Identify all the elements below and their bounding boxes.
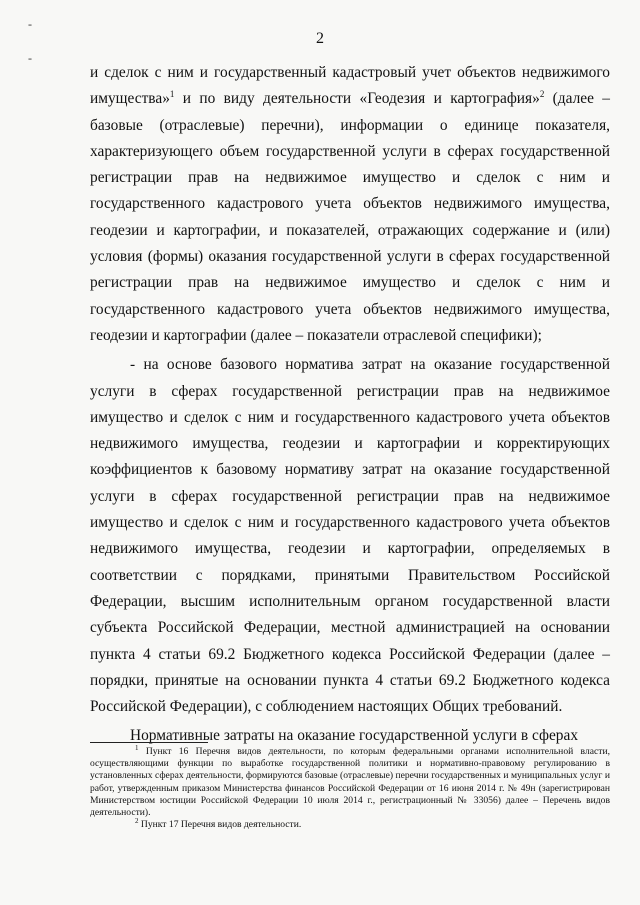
margin-mark: - bbox=[28, 17, 32, 31]
footnote-text: Пункт 17 Перечня видов деятельности. bbox=[140, 819, 302, 831]
page-number: 2 bbox=[316, 30, 324, 47]
footnote-2 bbox=[90, 819, 610, 831]
paragraph-bullet: - на основе базового норматива затрат на оказание государственной услуги в сферах государственной регистрации прав на недвижимое имущество и сделок с ним и государственного кадастрового учета объектов недвижимого имущества, геодезии и картографии и корректирующих коэффициентов к базовому нормативу затрат на оказание государственной услуги в сферах государственной регистрации прав на недвижимое имущество и сделок с ним и государственного кадастрового учета объектов недвижимого имущества, геодезии и картографии, определяемых в соответствии с порядками, принятыми Правительством Российской Федерации, высшим исполнительным органом государственной власти субъекта Российской Федерации, местной администрацией на основании пункта 4 статьи 69.2 Бюджетного кодекса Российской Федерации (далее – порядки, принятые на основании пункта 4 статьи 69.2 Бюджетного кодекса Российской Федерации), с соблюдением настоящих Общих требований. bbox=[90, 356, 610, 716]
paragraph-text: и сделок с ним и государственный кадастровый учет объектов недвижимого имущества» bbox=[90, 64, 610, 108]
footnote-ref-1: 1 bbox=[169, 89, 175, 100]
footnote-1 bbox=[90, 746, 610, 819]
footnotes bbox=[90, 742, 610, 831]
footnote-divider bbox=[90, 742, 208, 743]
margin-mark: - bbox=[28, 51, 32, 65]
paragraph-text: и по виду деятельности «Геодезия и картография» bbox=[174, 90, 540, 108]
footnote-number: 1 bbox=[135, 744, 139, 752]
footnote-text: Пункт 16 Перечня видов деятельности, по которым федеральными органами исполнительной власти, осуществляющими функции по выработке государственной политики и нормативно-правовому регулированию в установленных сферах деятельности, формируются базовые (отраслевые) перечни государственных и муниципальных услуг и работ, утвержденным приказом Министерства финансов Российской Федерации от 16 июня 2014 г. № 49н (зарегистрирован Министерством юстиции Российской Федерации 10 июля 2014 г., регистрационный № 33056) далее – Перечень видов деятельности). bbox=[90, 746, 610, 819]
footnote-ref-2: 2 bbox=[539, 89, 545, 100]
footnote-number: 2 bbox=[135, 817, 139, 826]
document-body bbox=[90, 60, 610, 750]
paragraph-normative-costs: Нормативные затраты на оказание государственной услуги в сферах bbox=[130, 727, 579, 745]
paragraph-text: (далее – базовые (отраслевые) перечни), информации о единице показателя, характеризующего объем государственной услуги в сферах государственной регистрации прав на недвижимое имущество и сделок с ним и государственного кадастрового учета объектов недвижимого имущества, геодезии и картографии, и показателей, отражающих содержание и (или) условия (формы) оказания государственной услуги в сферах государственной регистрации прав на недвижимое имущество и сделок с ним и государственного кадастрового учета объектов недвижимого имущества, геодезии и картографии (далее – показатели отраслевой специфики); bbox=[90, 90, 610, 344]
paragraph-continuation bbox=[90, 60, 610, 349]
